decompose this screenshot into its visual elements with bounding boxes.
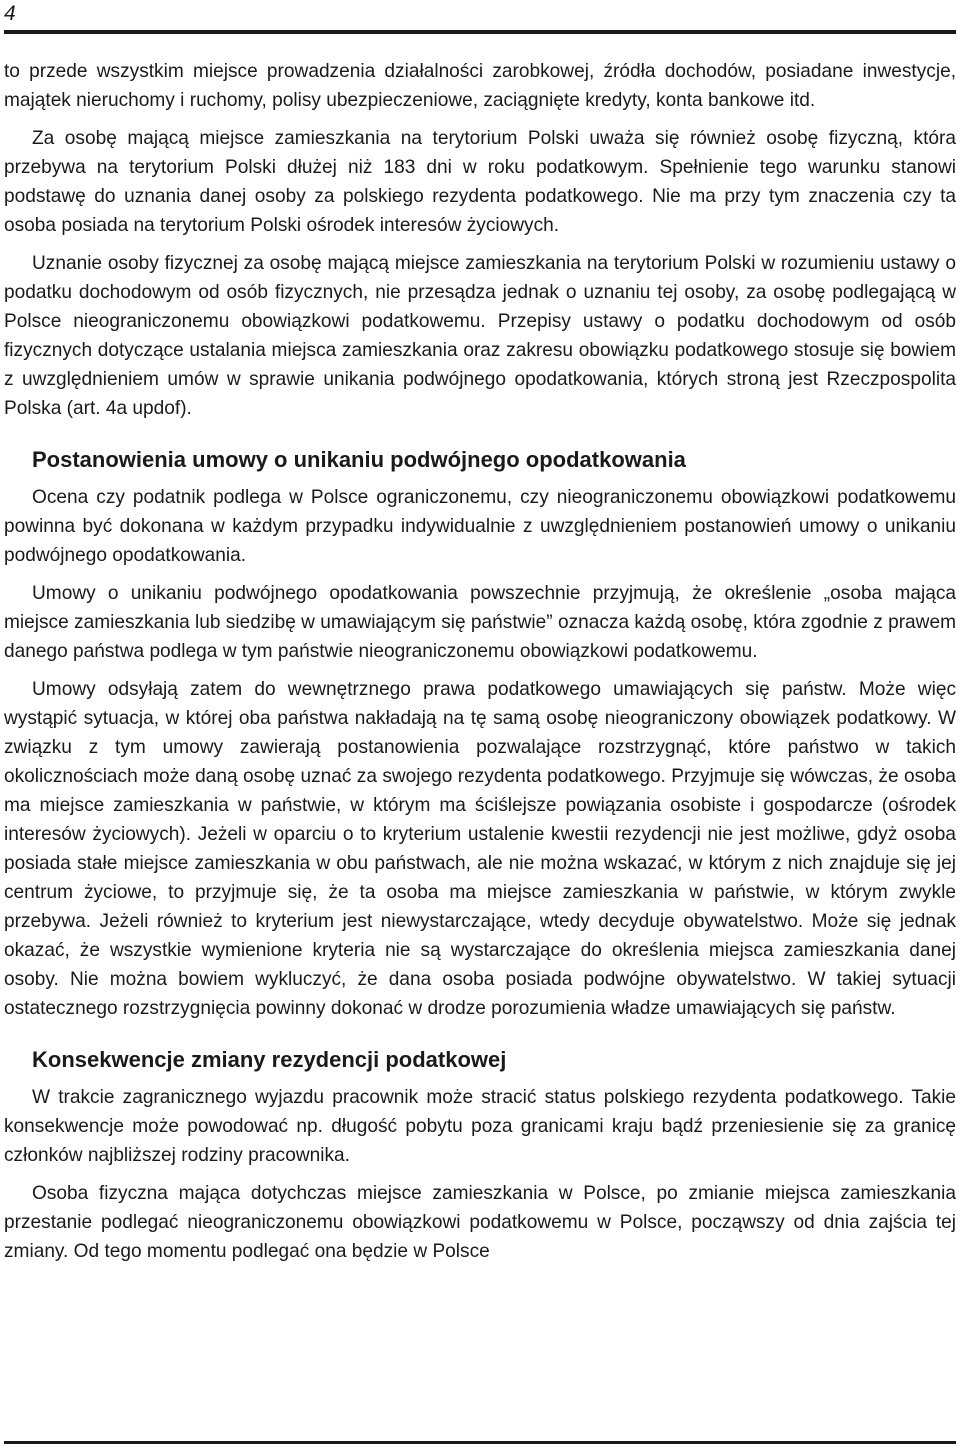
- bottom-rule: [4, 1441, 956, 1444]
- paragraph: W trakcie zagranicznego wyjazdu pracownik może stracić status polskiego rezydenta podatkowego. Takie konsekwencje może powodować np. długość pobytu poza granicami kraju bądź przeniesienie się za granicę członków najbliższej rodziny pracownika.: [4, 1087, 956, 1166]
- page-number: 4: [4, 2, 16, 25]
- section-heading: Postanowienia umowy o unikaniu podwójnego opodatkowania: [32, 447, 686, 472]
- section-heading: Konsekwencje zmiany rezydencji podatkowej: [32, 1047, 507, 1072]
- paragraph: to przede wszystkim miejsce prowadzenia działalności zarobkowej, źródła dochodów, posiadane inwestycje, majątek nieruchomy i ruchomy, polisy ubezpieczeniowe, zaciągnięte kredyty, konta bankowe itd.: [4, 61, 956, 111]
- paragraph: Uznanie osoby fizycznej za osobę mającą miejsce zamieszkania na terytorium Polski w rozumieniu ustawy o podatku dochodowym od osób fizycznych, nie przesądza jednak o uznaniu tej osoby, za osobę podlegającą w Polsce nieograniczonemu obowiązkowi podatkowemu. Przepisy ustawy o podatku dochodowym od osób fizycznych dotyczące ustalania miejsca zamieszkania oraz zakresu obowiązku podatkowego stosuje się bowiem z uwzględnieniem umów w sprawie unikania podwójnego opodatkowania, których stroną jest Rzeczpospolita Polska (art. 4a updof).: [4, 253, 956, 419]
- paragraph: Za osobę mającą miejsce zamieszkania na terytorium Polski uważa się również osobę fizyczną, która przebywa na terytorium Polski dłużej niż 183 dni w roku podatkowym. Spełnienie tego warunku stanowi podstawę do uznania danej osoby za polskiego rezydenta podatkowego. Nie ma przy tym znaczenia czy ta osoba posiada na terytorium Polski ośrodek interesów życiowych.: [4, 128, 956, 236]
- page-content: [4, 57, 956, 1275]
- paragraph: Umowy odsyłają zatem do wewnętrznego prawa podatkowego umawiających się państw. Może więc wystąpić sytuacja, w której oba państwa nakładają na tę samą osobę nieograniczony obowiązek podatkowy. W związku z tym umowy zawierają postanowienia pozwalające rozstrzygnąć, które państwo w takich okolicznościach może daną osobę uznać za swojego rezydenta podatkowego. Przyjmuje się wówczas, że osoba ma miejsce zamieszkania w państwie, w którym ma ściślejsze powiązania osobiste i gospodarcze (ośrodek interesów życiowych). Jeżeli w oparciu o to kryterium ustalenie kwestii rezydencji nie jest możliwe, gdyż osoba posiada stałe miejsce zamieszkania w obu państwach, ale nie można wskazać, w którym z nich znajduje się jej centrum życiowe, to przyjmuje się, że ta osoba ma miejsce zamieszkania w państwie, w którym zwykle przebywa. Jeżeli również to kryterium jest niewystarczające, wtedy decyduje obywatelstwo. Może się jednak okazać, że wszystkie wymienione kryteria nie są wystarczające do określenia miejsca zamieszkania danej osoby. Nie można bowiem wykluczyć, że dana osoba posiada podwójne obywatelstwo. W takiej sytuacji ostatecznego rozstrzygnięcia powinny dokonać w drodze porozumienia władze umawiających się państw.: [4, 679, 956, 1019]
- paragraph: Ocena czy podatnik podlega w Polsce ograniczonemu, czy nieograniczonemu obowiązkowi podatkowemu powinna być dokonana w każdym przypadku indywidualnie z uwzględnieniem postanowień umowy o unikaniu podwójnego opodatkowania.: [4, 487, 956, 566]
- paragraph: Umowy o unikaniu podwójnego opodatkowania powszechnie przyjmują, że określenie „osoba mająca miejsce zamieszkania lub siedzibę w umawiającym się państwie” oznacza każdą osobę, która zgodnie z prawem danego państwa podlega w tym państwie nieograniczonemu obowiązkowi podatkowemu.: [4, 583, 956, 662]
- paragraph: Osoba fizyczna mająca dotychczas miejsce zamieszkania w Polsce, po zmianie miejsca zamieszkania przestanie podlegać nieograniczonemu obowiązkowi podatkowemu w Polsce, począwszy od dnia zajścia tej zmiany. Od tego momentu podlegać ona będzie w Polsce: [4, 1183, 956, 1262]
- top-rule: [4, 30, 956, 34]
